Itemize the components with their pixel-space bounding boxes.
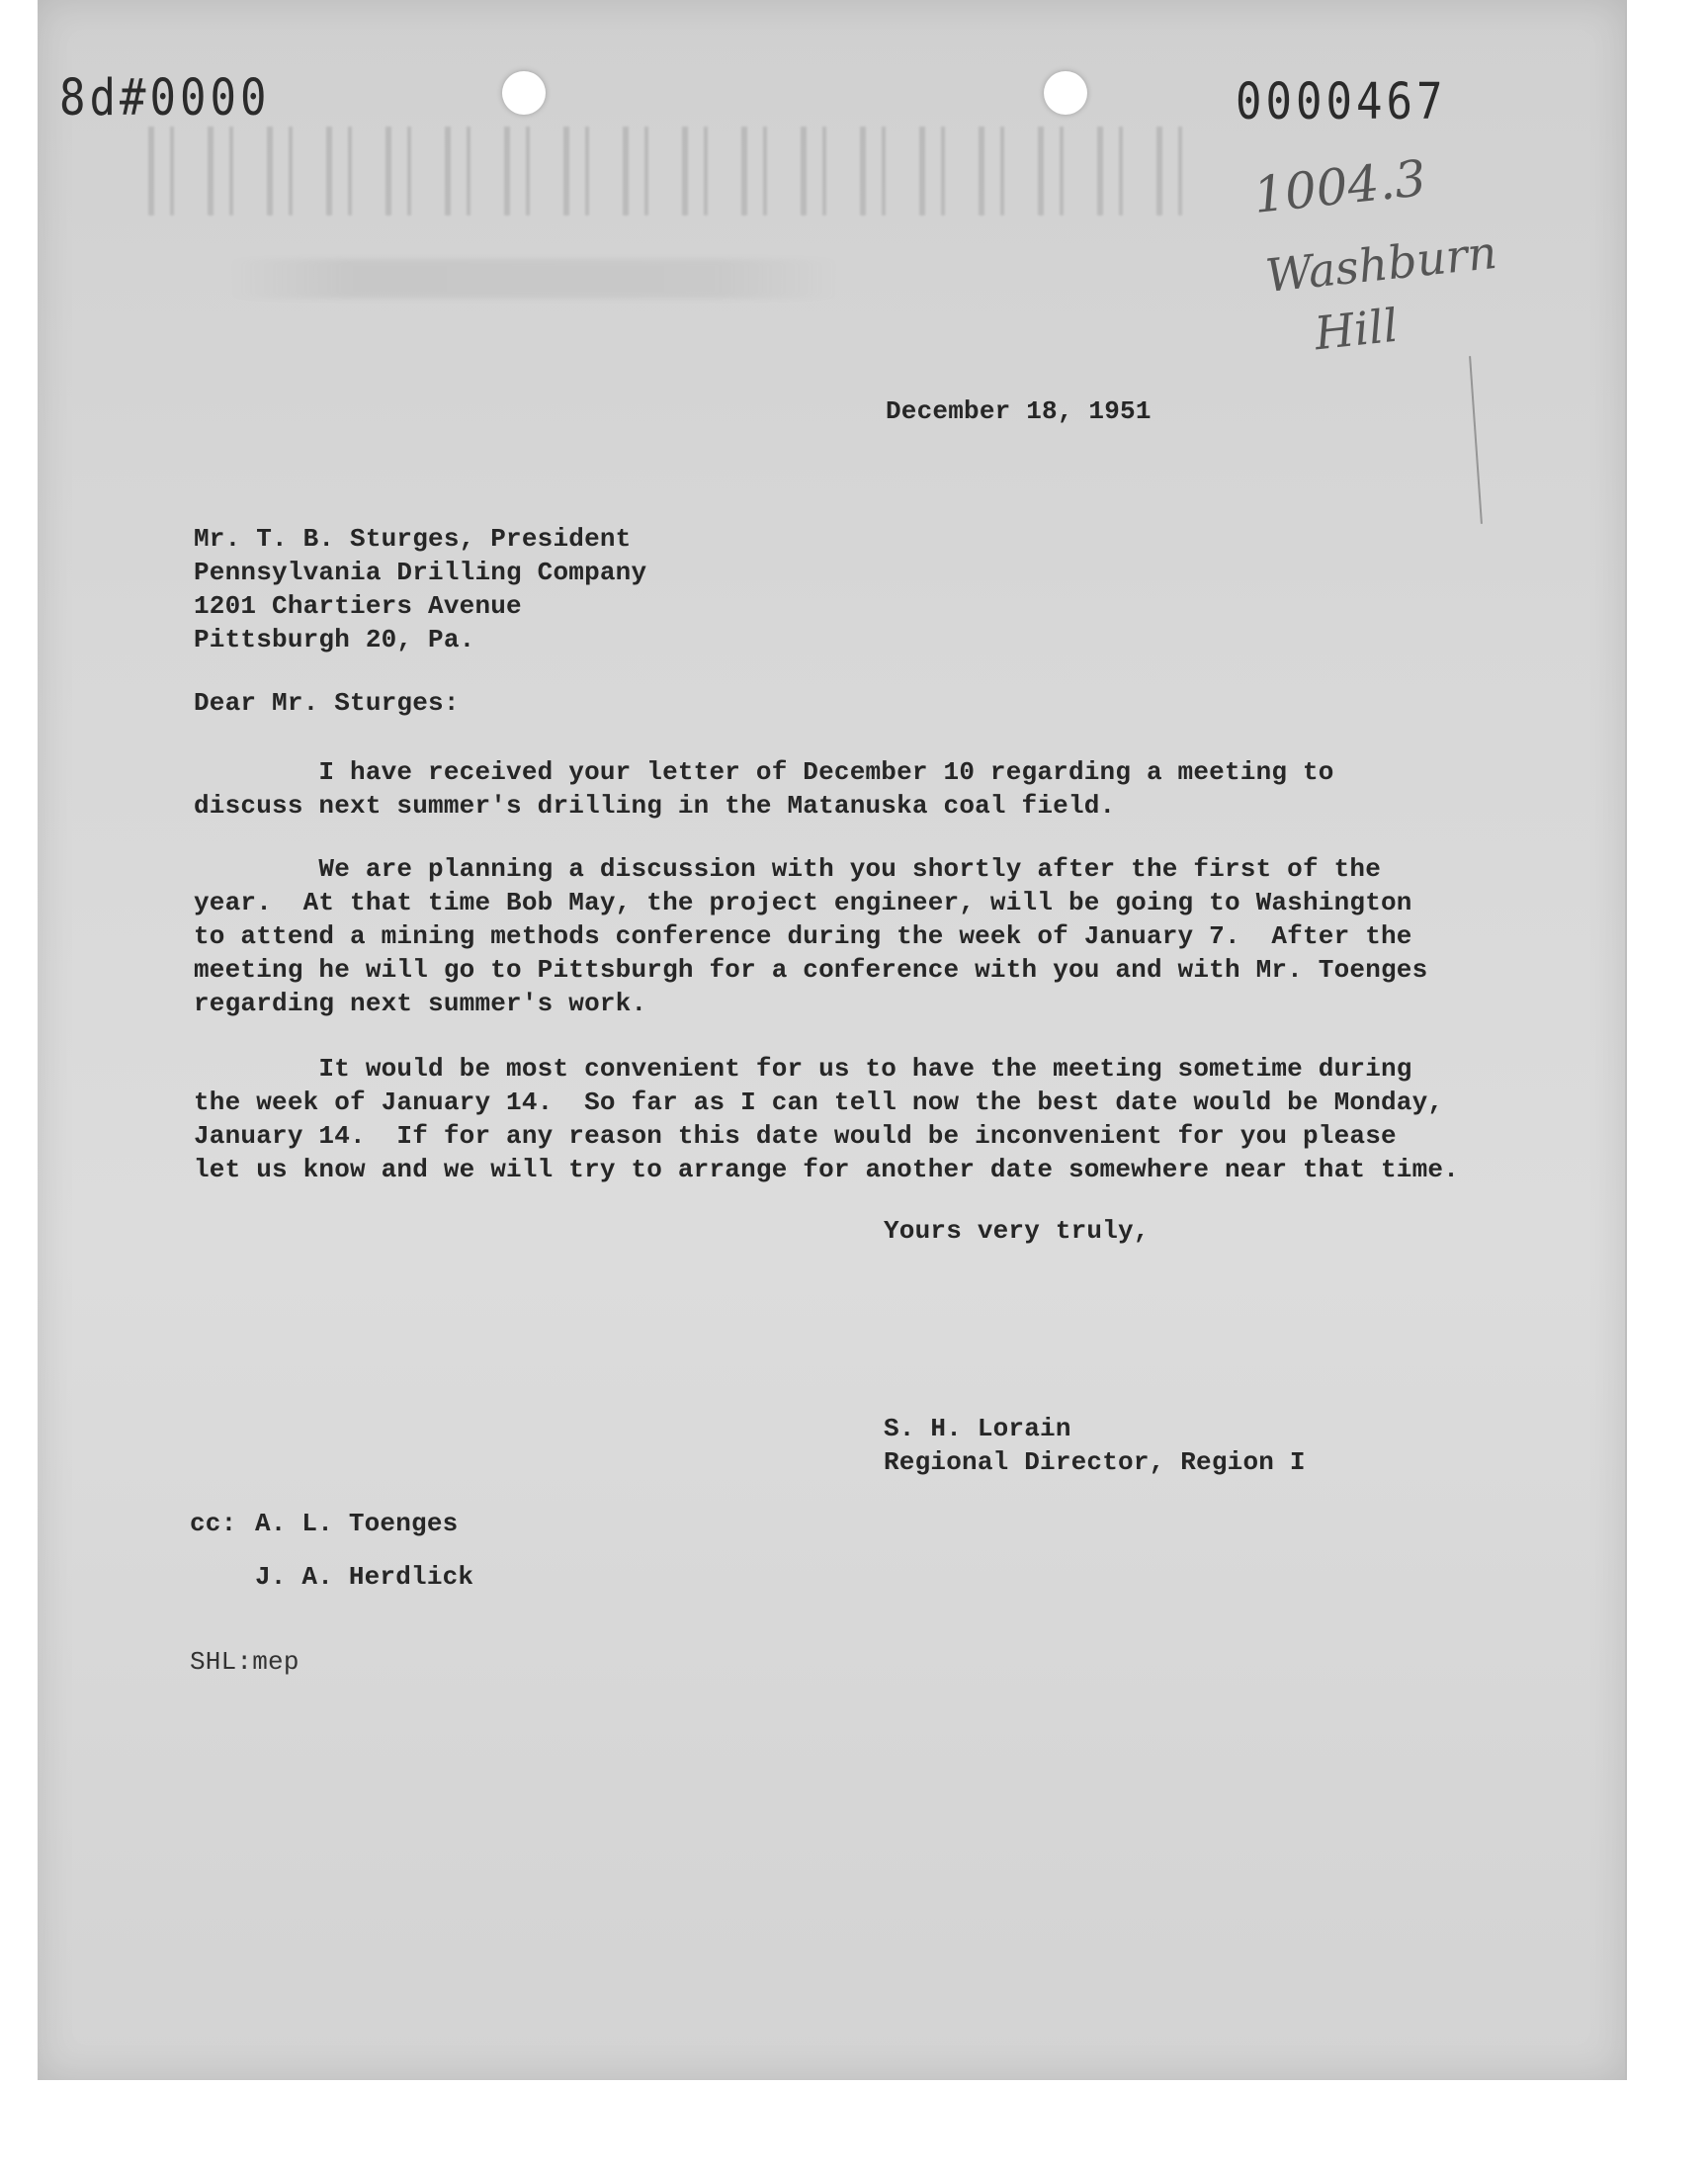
paragraph-2-line-2: year. At that time Bob May, the project engineer, will be going to Washington bbox=[194, 888, 1412, 917]
signer-title: Regional Director, Region I bbox=[884, 1447, 1306, 1477]
cc-recipient-2: J. A. Herdlick bbox=[255, 1562, 474, 1592]
letter-date: December 18, 1951 bbox=[886, 396, 1152, 426]
stamp-number-left: 8d#0000 bbox=[59, 69, 271, 128]
paragraph-3 bbox=[194, 1052, 1538, 1186]
cc-label: cc: bbox=[190, 1509, 237, 1538]
recipient-line-1: Mr. T. B. Sturges, President bbox=[194, 524, 632, 554]
paragraph-3-line-3: January 14. If for any reason this date would be inconvenient for you please bbox=[194, 1121, 1397, 1151]
recipient-line-4: Pittsburgh 20, Pa. bbox=[194, 625, 475, 654]
recipient-line-2: Pennsylvania Drilling Company bbox=[194, 558, 647, 587]
punch-hole-right bbox=[1044, 71, 1087, 115]
signer-name: S. H. Lorain bbox=[884, 1414, 1071, 1443]
paragraph-2-line-4: meeting he will go to Pittsburgh for a conference with you and with Mr. Toenges bbox=[194, 955, 1428, 985]
faded-text-bleedthrough bbox=[227, 259, 840, 299]
paragraph-1-line-2: discuss next summer's drilling in the Matanuska coal field. bbox=[194, 791, 1116, 821]
typist-initials: SHL:mep bbox=[190, 1647, 299, 1677]
paragraph-3-line-4: let us know and we will try to arrange for another date somewhere near that time. bbox=[194, 1155, 1460, 1184]
recipient-line-3: 1201 Chartiers Avenue bbox=[194, 591, 522, 621]
paragraph-1 bbox=[194, 755, 1538, 823]
page-edge bbox=[1625, 0, 1627, 2080]
recipient-address bbox=[194, 522, 1538, 656]
paragraph-2 bbox=[194, 852, 1538, 1020]
salutation: Dear Mr. Sturges: bbox=[194, 688, 460, 718]
paragraph-2-line-5: regarding next summer's work. bbox=[194, 989, 647, 1018]
paragraph-3-line-2: the week of January 14. So far as I can tell now the best date would be Monday, bbox=[194, 1088, 1444, 1117]
punch-hole-left bbox=[502, 71, 546, 115]
paragraph-1-line-1: I have received your letter of December 10 regarding a meeting to bbox=[194, 757, 1334, 787]
closing: Yours very truly, bbox=[884, 1216, 1150, 1246]
faded-letterhead-bleedthrough bbox=[148, 127, 1186, 216]
handwritten-note-line2: Hill bbox=[1312, 298, 1401, 361]
stamp-number-right: 0000467 bbox=[1236, 73, 1447, 131]
paragraph-3-line-1: It would be most convenient for us to have the meeting sometime during bbox=[194, 1054, 1412, 1084]
handwritten-note-line1: Washburn bbox=[1262, 224, 1499, 304]
cc-recipient-1: A. L. Toenges bbox=[255, 1509, 459, 1538]
paragraph-2-line-1: We are planning a discussion with you shortly after the first of the bbox=[194, 854, 1381, 884]
handwritten-file-code: 1004.3 bbox=[1250, 149, 1429, 224]
paragraph-2-line-3: to attend a mining methods conference during the week of January 7. After the bbox=[194, 921, 1412, 951]
